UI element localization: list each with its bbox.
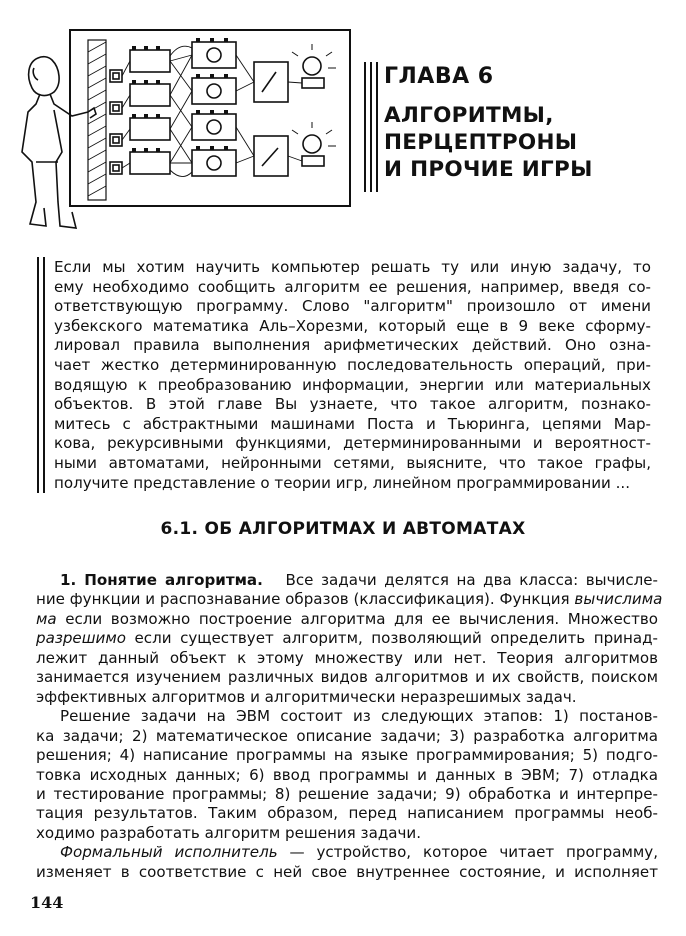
chapter-title [384, 102, 674, 183]
body-line: занимается изучением различных видов алгоритмов и их свойств, поиском [36, 668, 658, 687]
abstract-bars [37, 257, 47, 493]
chapter-title-line: И ПРОЧИЕ ИГРЫ [384, 157, 593, 182]
body-line: эффективных алгоритмов и алгоритмически неразрешимых задач. [36, 687, 577, 706]
abstract-line: объектов. В этой главе Вы узнаете, что такое алгоритм, познако- [54, 395, 651, 414]
paragraph-heading: 1. Понятие алгоритма. [60, 571, 263, 589]
abstract-line: узбекского математика Аль–Хорезми, который еще в 9 веке сформу- [54, 316, 651, 335]
chapter-title-line: АЛГОРИТМЫ, [384, 103, 554, 128]
body-line: и тестирование программы; 8) решение задачи; 9) обработка и интерпре- [36, 784, 658, 803]
body-line [36, 571, 658, 590]
body-text-run: ние функции и распознавание образов (классификация). Функция [36, 590, 570, 609]
body-line: решения; 4) написание программы на языке программирования; 5) подго- [36, 746, 658, 765]
chapter-illustration [10, 12, 355, 244]
chapter-number: ГЛАВА 6 [384, 64, 494, 89]
abstract-line: ему необходимо сообщить алгоритм ее решения, например, введя со- [54, 277, 651, 296]
abstract-line: чает жестко детерминированную последовательность операций, при- [54, 355, 651, 374]
abstract-line: кова, рекурсивными функциями, детерминированными и вероятност- [54, 434, 651, 453]
abstract-line: лировал правила выполнения арифметических действий. Оно озна- [54, 336, 651, 355]
body-text [36, 571, 663, 882]
body-line [36, 590, 663, 609]
chapter-heading [384, 62, 674, 183]
section-title: 6.1. ОБ АЛГОРИТМАХ И АВТОМАТАХ [160, 519, 526, 539]
body-line: товка исходных данных; 6) ввод программы и данных в ЭВМ; 7) отладка [36, 765, 658, 784]
page-number: 144 [30, 893, 64, 912]
body-text-run: если существует алгоритм, позволяющий определить принад- [134, 629, 658, 648]
body-line: тация результатов. Таким образом, перед написанием программы необ- [36, 804, 658, 823]
term-formal-executor: Формальный исполнитель [60, 843, 278, 862]
abstract-line: митесь с абстрактными машинами Поста и Тьюринга, цепями Мар- [54, 414, 651, 433]
abstract-line: Если мы хотим научить компьютер решать ту или иную задачу, то [54, 258, 651, 276]
abstract-line: ответствующую программу. Слово "алгоритм" произошло от имени [54, 297, 651, 316]
body-text-run: если возможно построение алгоритма для ее вычисления. Множество [65, 609, 658, 628]
body-line: лежит данный объект к этому множеству или нет. Теория алгоритмов [36, 648, 658, 667]
body-line [36, 843, 658, 862]
chapter-heading-bars [364, 62, 378, 192]
chapter-abstract [54, 258, 651, 493]
body-line [36, 629, 658, 648]
chapter-title-line: ПЕРЦЕПТРОНЫ [384, 130, 578, 155]
term-computable: вычислима [574, 590, 663, 609]
abstract-line: водящую к преобразованию информации, энергии или материальных [54, 375, 651, 394]
abstract-line: ными автоматами, нейронными сетями, выясните, что такое графы, [54, 453, 651, 472]
body-text-run: Все задачи делятся на два класса: вычисле- [285, 571, 658, 589]
body-line: изменяет в соответствие с ней свое внутреннее состояние, и исполняет [36, 862, 658, 881]
body-line [36, 610, 658, 629]
body-line: Решение задачи на ЭВМ состоит из следующих этапов: 1) постанов- [60, 707, 658, 726]
term-computable-end: ма [36, 609, 57, 628]
term-decidable: разрешимо [36, 629, 126, 648]
body-text-run: — устройство, которое читает программу, [277, 843, 658, 862]
body-line: ходимо разработать алгоритм решения задачи. [36, 823, 422, 842]
body-line: ка задачи; 2) математическое описание задачи; 3) разработка алгоритма [36, 726, 658, 745]
abstract-line: получите представление о теории игр, линейном программировании ... [54, 473, 631, 492]
